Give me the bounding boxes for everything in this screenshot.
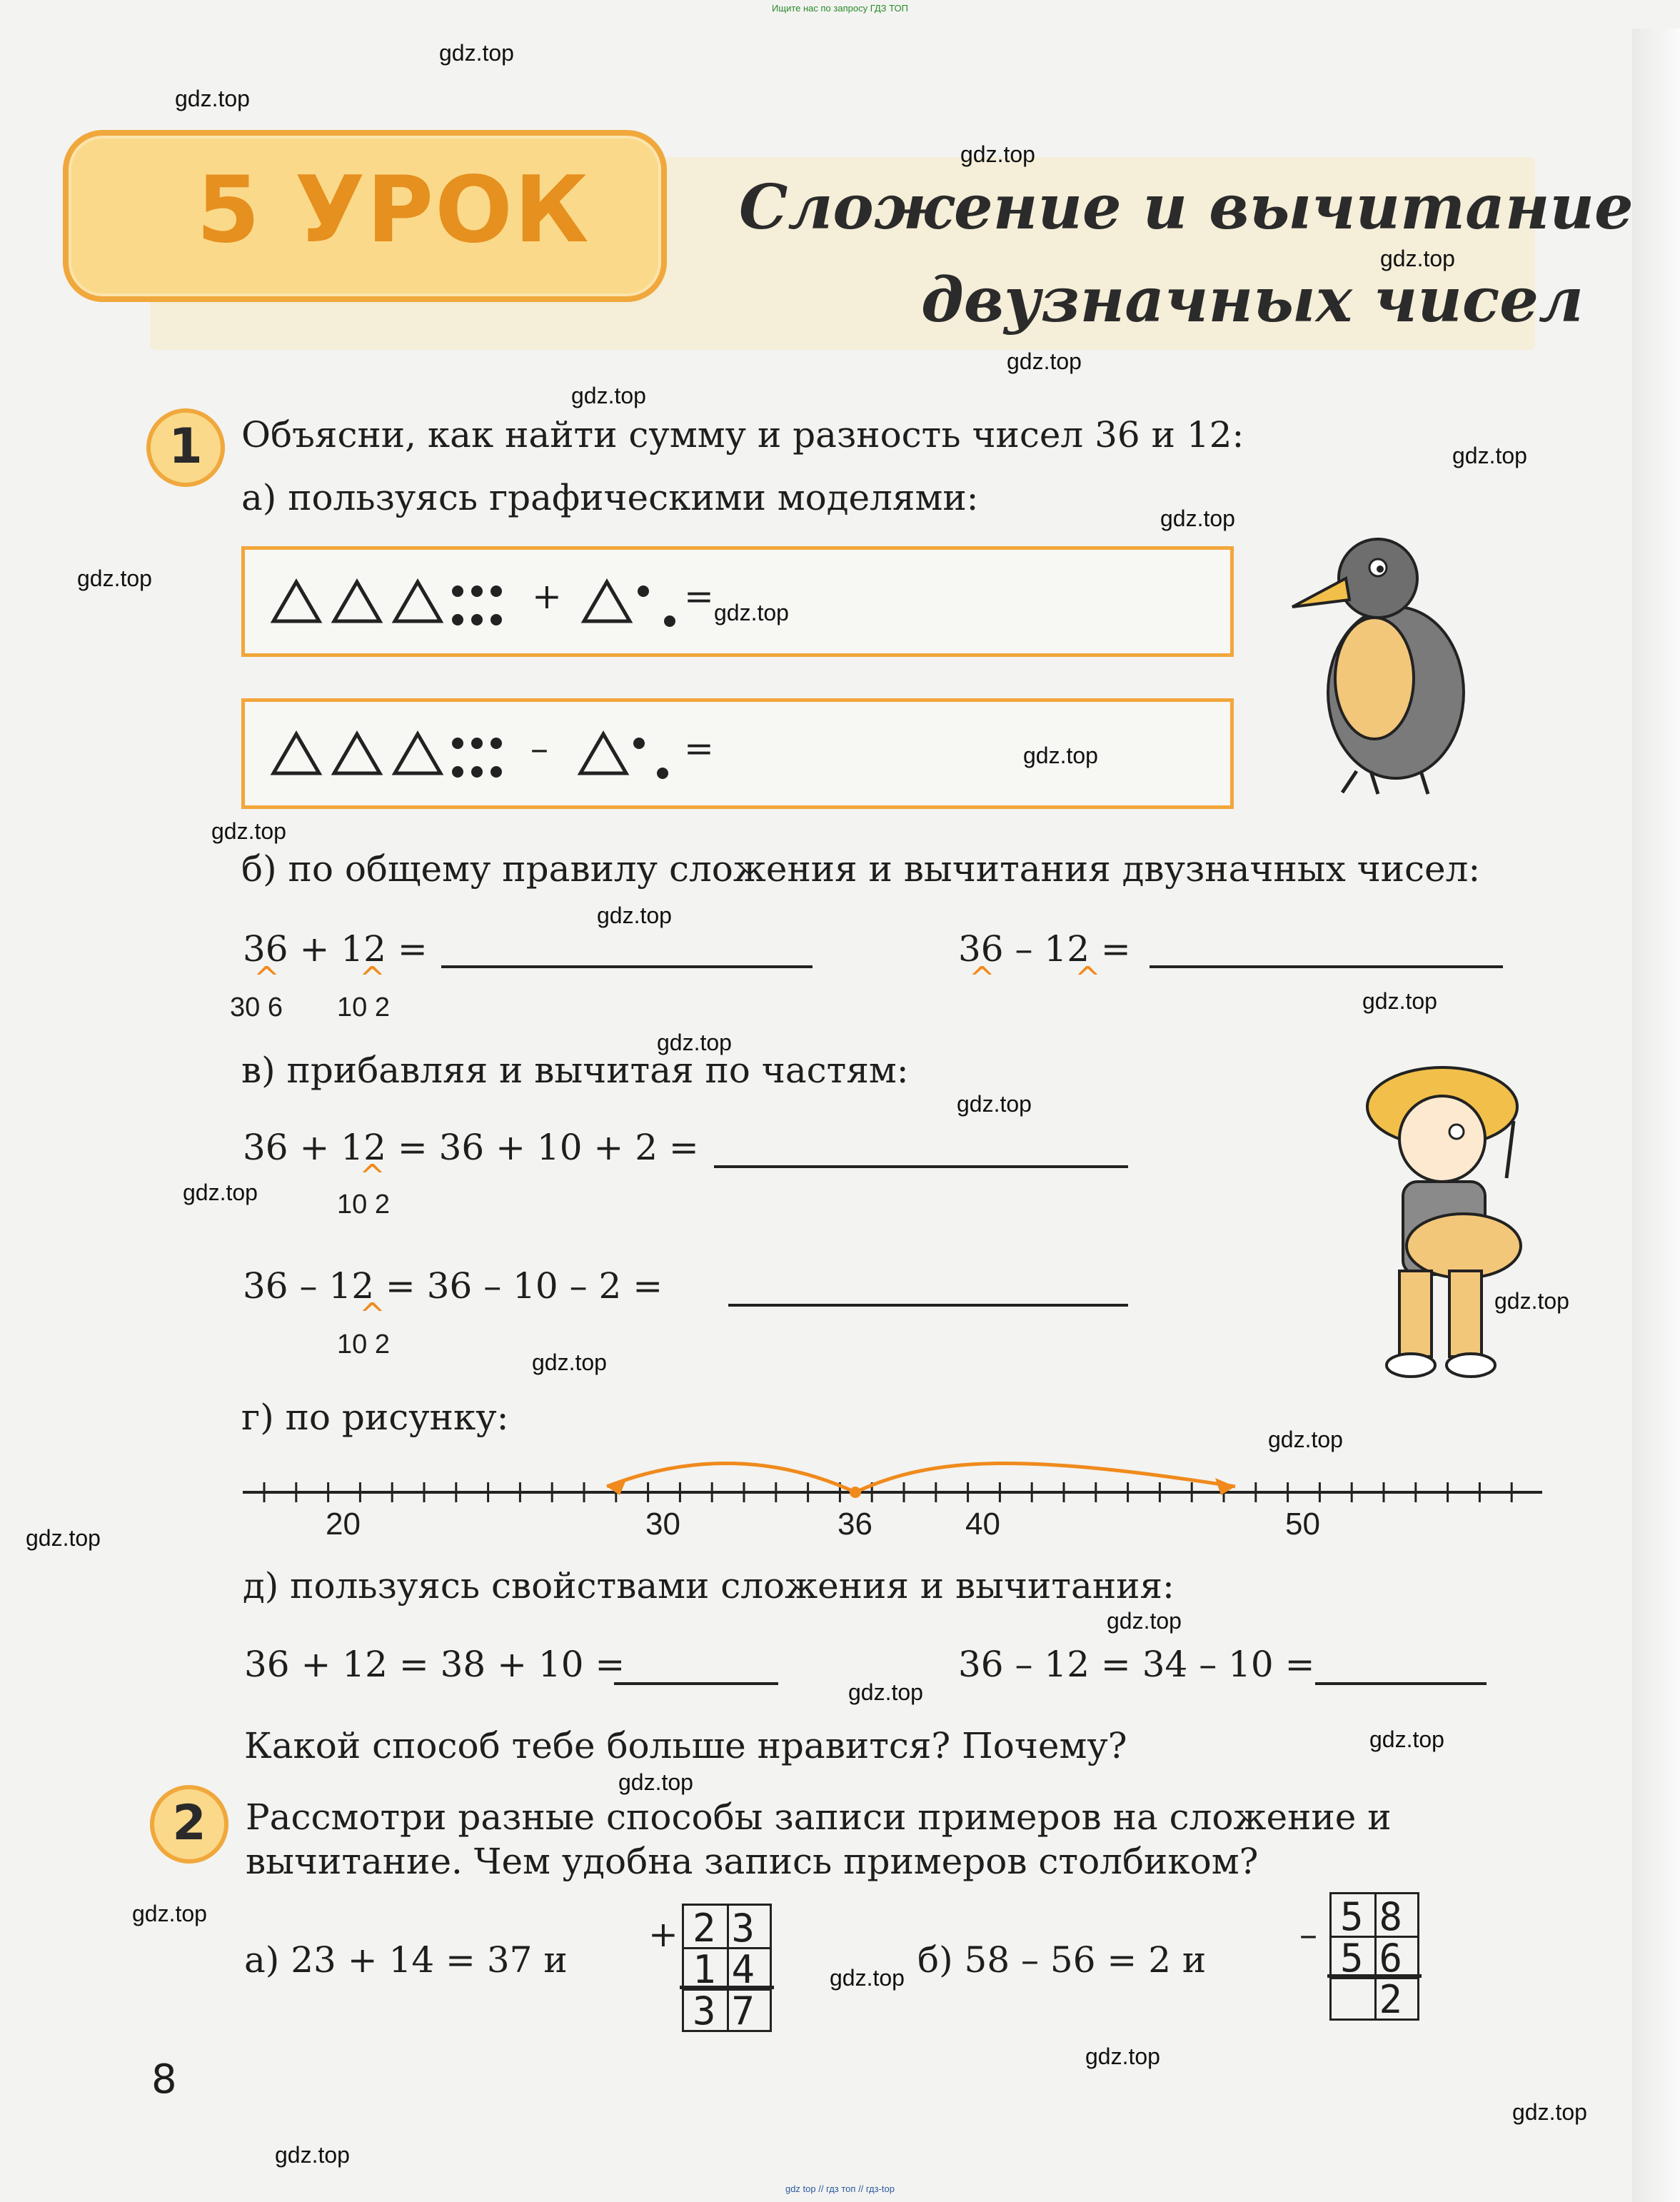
column-a-row3: 37 bbox=[693, 1989, 771, 2033]
dot-icon bbox=[664, 615, 675, 627]
watermark: gdz.top bbox=[439, 40, 514, 66]
dot-icon bbox=[491, 614, 502, 625]
point-36-marker bbox=[850, 1487, 861, 1498]
c-sum-answer-line[interactable] bbox=[714, 1165, 1128, 1168]
dot-icon bbox=[491, 738, 502, 749]
watermark: gdz.top bbox=[1085, 2043, 1160, 2069]
dot-icon bbox=[638, 585, 649, 597]
watermark: gdz.top bbox=[714, 600, 789, 625]
numberline-label-30: 30 bbox=[645, 1507, 680, 1542]
watermark: gdz.top bbox=[1512, 2099, 1587, 2125]
watermark: gdz.top bbox=[960, 141, 1035, 167]
b-sum-answer-line[interactable] bbox=[441, 965, 813, 968]
c-diff-answer-line[interactable] bbox=[728, 1304, 1128, 1307]
dot-icon bbox=[491, 585, 502, 597]
task2-b-example: б) 58 – 56 = 2 и bbox=[917, 1939, 1207, 1981]
task1-question: Какой способ тебе больше нравится? Почему? bbox=[244, 1725, 1127, 1766]
watermark: gdz.top bbox=[211, 818, 286, 844]
c-split-sum: 10 2 bbox=[337, 1190, 390, 1220]
e-sum-answer-line[interactable] bbox=[614, 1682, 778, 1685]
dot-icon bbox=[633, 738, 645, 749]
painter-boy-illustration bbox=[1342, 1057, 1549, 1385]
watermark: gdz.top bbox=[597, 903, 672, 928]
column-a-row2: 14 bbox=[693, 1947, 771, 1992]
column-b-minus: – bbox=[1299, 1914, 1317, 1955]
triangle-icon bbox=[580, 734, 626, 773]
b-sum-expression: 36 + 12 = bbox=[243, 928, 428, 970]
task1-c-label: в) прибавляя и вычитая по частям: bbox=[241, 1050, 909, 1091]
watermark: gdz.top bbox=[1160, 506, 1235, 531]
dot-icon bbox=[491, 766, 502, 778]
column-a-plus: + bbox=[648, 1914, 678, 1955]
task2-text-line2: вычитание. Чем удобна запись примеров столбиком? bbox=[246, 1841, 1259, 1882]
triangle-icon bbox=[334, 734, 380, 773]
dot-icon bbox=[452, 614, 463, 625]
c-sum-expression: 36 + 12 = 36 + 10 + 2 = bbox=[243, 1127, 699, 1168]
column-b-row2: 56 bbox=[1340, 1936, 1419, 1981]
jump-back-arrow bbox=[607, 1463, 855, 1492]
watermark: gdz.top bbox=[1380, 246, 1455, 271]
jump-forward-arrow bbox=[855, 1463, 1235, 1492]
lesson-label: 5 УРОК bbox=[196, 157, 590, 263]
lesson-title-line2: двузначных чисел bbox=[921, 264, 1584, 336]
watermark: gdz.top bbox=[657, 1030, 732, 1055]
task1-a-label: а) пользуясь графическими моделями: bbox=[241, 477, 979, 518]
split-caret-icon: ^ bbox=[1075, 960, 1101, 997]
task1-d-label: г) по рисунку: bbox=[241, 1397, 509, 1438]
watermark: gdz.top bbox=[1362, 988, 1437, 1014]
model-sum-eq: = bbox=[684, 575, 714, 617]
header-note: Ищите нас по запросу ГДЗ ТОП bbox=[772, 3, 908, 14]
task1-intro: Объясни, как найти сумму и разность чисел 36 и 12: bbox=[241, 414, 1244, 456]
dot-icon bbox=[452, 585, 463, 597]
model-diff-minus: – bbox=[530, 728, 548, 769]
task2-text-line1: Рассмотри разные способы записи примеров на сложение и bbox=[246, 1796, 1392, 1838]
watermark: gdz.top bbox=[1023, 743, 1098, 768]
split-caret-icon: ^ bbox=[359, 1297, 386, 1333]
triangle-icon bbox=[584, 582, 630, 621]
watermark: gdz.top bbox=[848, 1679, 923, 1705]
task2-a-example: а) 23 + 14 = 37 и bbox=[244, 1939, 568, 1981]
split-caret-icon: ^ bbox=[359, 960, 386, 997]
page-number: 8 bbox=[151, 2056, 177, 2103]
watermark: gdz.top bbox=[77, 565, 152, 591]
number-line bbox=[236, 1442, 1549, 1507]
watermark: gdz.top bbox=[1369, 1726, 1444, 1752]
column-b-row3: 2 bbox=[1340, 1977, 1419, 2022]
model-sum-plus: + bbox=[532, 575, 562, 617]
e-diff-expression: 36 – 12 = 34 – 10 = bbox=[958, 1644, 1315, 1685]
c-split-diff: 10 2 bbox=[337, 1329, 390, 1359]
b-diff-answer-line[interactable] bbox=[1150, 965, 1503, 968]
b-split-12: 10 2 bbox=[337, 992, 390, 1022]
watermark: gdz.top bbox=[830, 1965, 905, 1991]
dot-icon bbox=[471, 766, 483, 778]
triangle-icon bbox=[273, 734, 319, 773]
watermark: gdz.top bbox=[571, 383, 646, 408]
watermark: gdz.top bbox=[26, 1525, 101, 1551]
split-caret-icon: ^ bbox=[969, 960, 995, 997]
task1-b-label: б) по общему правилу сложения и вычитания двузначных чисел: bbox=[241, 848, 1481, 890]
triangle-icon bbox=[395, 734, 441, 773]
watermark: gdz.top bbox=[275, 2142, 350, 2168]
watermark: gdz.top bbox=[1452, 443, 1527, 468]
column-a-row1: 23 bbox=[693, 1906, 771, 1951]
split-caret-icon: ^ bbox=[359, 1158, 386, 1195]
triangle-icon bbox=[334, 582, 380, 621]
triangle-icon bbox=[395, 582, 441, 621]
watermark: gdz.top bbox=[957, 1091, 1032, 1117]
footer-note: gdz top // гдз топ // гдз-top bbox=[785, 2183, 895, 2194]
watermark: gdz.top bbox=[1007, 348, 1082, 374]
column-a-grid bbox=[682, 1904, 772, 2032]
e-diff-answer-line[interactable] bbox=[1315, 1682, 1487, 1685]
triangle-icon bbox=[273, 582, 319, 621]
dot-icon bbox=[657, 768, 668, 779]
task-number-1: 1 bbox=[146, 408, 225, 487]
e-sum-expression: 36 + 12 = 38 + 10 = bbox=[244, 1644, 625, 1685]
numberline-label-20: 20 bbox=[326, 1507, 361, 1542]
b-diff-expression: 36 – 12 = bbox=[958, 928, 1131, 970]
column-b-row1: 58 bbox=[1340, 1894, 1419, 1939]
b-split-36: 30 6 bbox=[230, 992, 283, 1022]
page-edge bbox=[1632, 29, 1680, 2202]
watermark: gdz.top bbox=[532, 1349, 607, 1375]
watermark: gdz.top bbox=[1494, 1288, 1569, 1314]
watermark: gdz.top bbox=[183, 1180, 258, 1205]
numberline-label-36: 36 bbox=[838, 1507, 872, 1542]
watermark: gdz.top bbox=[175, 86, 250, 111]
dot-icon bbox=[452, 738, 463, 749]
task-number-2: 2 bbox=[150, 1785, 228, 1864]
column-b-grid bbox=[1329, 1892, 1419, 2021]
dot-icon bbox=[452, 766, 463, 778]
watermark: gdz.top bbox=[1268, 1427, 1343, 1452]
dot-icon bbox=[471, 738, 483, 749]
model-diff-eq: = bbox=[684, 728, 714, 769]
lesson-title-line1: Сложение и вычитание bbox=[739, 171, 1634, 243]
watermark: gdz.top bbox=[618, 1769, 693, 1795]
numberline-label-40: 40 bbox=[965, 1507, 1000, 1542]
crow-illustration bbox=[1278, 528, 1514, 800]
split-caret-icon: ^ bbox=[253, 960, 280, 997]
dot-icon bbox=[471, 585, 483, 597]
task1-e-label: д) пользуясь свойствами сложения и вычитания: bbox=[243, 1565, 1175, 1607]
watermark: gdz.top bbox=[132, 1901, 207, 1926]
watermark: gdz.top bbox=[1107, 1608, 1182, 1634]
numberline-label-50: 50 bbox=[1285, 1507, 1320, 1542]
dot-icon bbox=[471, 614, 483, 625]
c-diff-expression: 36 – 12 = 36 – 10 – 2 = bbox=[243, 1265, 663, 1307]
